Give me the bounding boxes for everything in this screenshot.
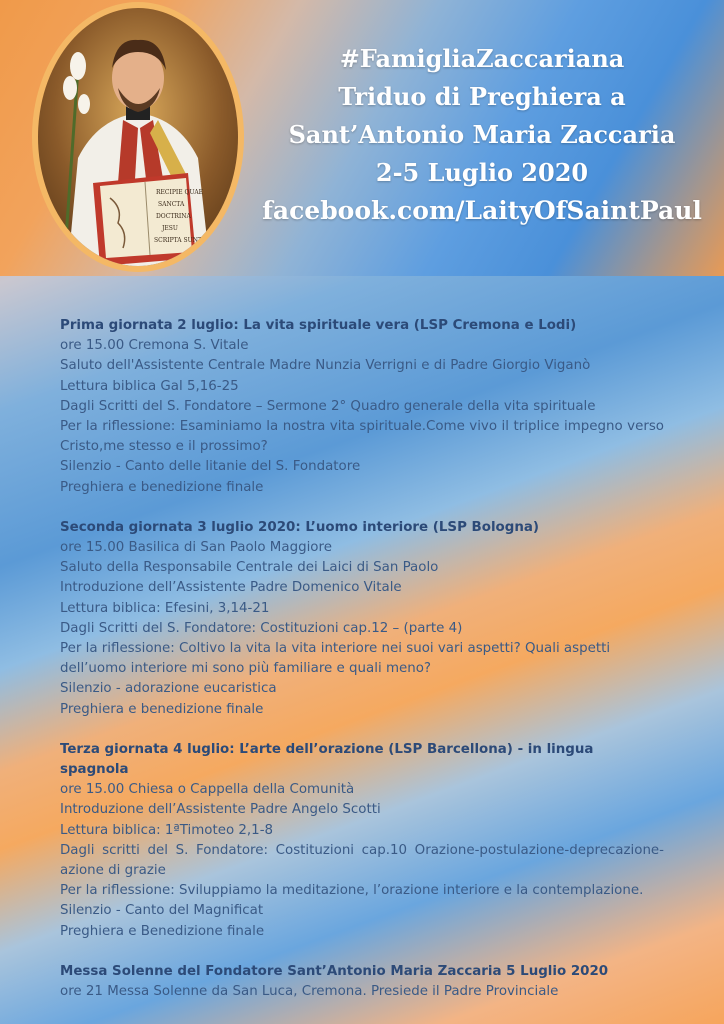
program-line: Preghiera e Benedizione finale bbox=[60, 923, 265, 939]
section-day-1 bbox=[60, 316, 664, 498]
program-line: ore 21 Messa Solenne da San Luca, Cremona. Presiede il Padre Provinciale bbox=[60, 984, 559, 1000]
program-line: Dagli Scritti del S. Fondatore – Sermone 2° Quadro generale della vita spirituale bbox=[60, 398, 596, 414]
hashtag-title: #FamigliaZaccariana bbox=[339, 44, 625, 73]
program-line: Preghiera e benedizione finale bbox=[60, 479, 264, 495]
date-title: 2-5 Luglio 2020 bbox=[375, 158, 589, 187]
section-title: Messa Solenne del Fondatore Sant’Antonio Maria Zaccaria 5 Luglio 2020 bbox=[60, 963, 609, 979]
section-title: Prima giornata 2 luglio: La vita spirituale vera (LSP Cremona e Lodi) bbox=[60, 318, 577, 333]
section-title: Seconda giornata 3 luglio 2020: L’uomo interiore (LSP Bologna) bbox=[60, 519, 540, 535]
program-line: Per la riflessione: Esaminiamo la nostra vita spirituale.Come vivo il triplice impegno verso Cristo,me stesso e il prossimo? bbox=[60, 419, 664, 455]
program-line: Per la riflessione: Sviluppiamo la meditazione, l’orazione interiore e la contemplazione. bbox=[60, 883, 644, 899]
section-day-3 bbox=[60, 740, 664, 942]
book-text-line-3: DOCTRINA bbox=[156, 213, 191, 220]
section-solemn-mass bbox=[60, 962, 664, 1002]
triduo-title: Triduo di Preghiera a bbox=[338, 82, 626, 111]
saint-name-title: Sant’Antonio Maria Zaccaria bbox=[288, 120, 676, 149]
program-line: Introduzione dell’Assistente Padre Domenico Vitale bbox=[60, 580, 402, 596]
program-line: Silenzio - adorazione eucaristica bbox=[60, 681, 277, 697]
title-block bbox=[240, 40, 724, 230]
book-text-line-1: RECIPIE QUAE bbox=[156, 189, 204, 196]
program-line: Silenzio - Canto delle litanie del S. Fondatore bbox=[60, 459, 361, 475]
program-line: Lettura biblica: Efesini, 3,14-21 bbox=[60, 600, 270, 616]
program-line: Lettura biblica: 1ªTimoteo 2,1-8 bbox=[60, 822, 274, 838]
program-content bbox=[60, 316, 664, 1022]
section-title: Terza giornata 4 luglio: L’arte dell’orazione (LSP Barcellona) - in lingua spagnola bbox=[60, 741, 594, 778]
program-line: Saluto dell'Assistente Centrale Madre Nunzia Verrigni e di Padre Giorgio Viganò bbox=[60, 358, 591, 374]
program-line: Per la riflessione: Coltivo la vita la vita interiore nei suoi vari aspetti? Quali aspetti dell’uomo interiore mi sono più familiare e quali meno? bbox=[60, 641, 611, 677]
saint-portrait-illustration bbox=[38, 8, 238, 266]
book-text-line-2: SANCTA bbox=[158, 201, 185, 208]
program-line: Dagli Scritti del S. Fondatore: Costituzioni cap.12 – (parte 4) bbox=[60, 620, 463, 636]
program-line: ore 15.00 Basilica di San Paolo Maggiore bbox=[60, 540, 332, 556]
program-line: ore 15.00 Cremona S. Vitale bbox=[60, 338, 249, 354]
facebook-link[interactable]: facebook.com/LaityOfSaintPaul bbox=[262, 196, 702, 225]
program-line: Lettura biblica Gal 5,16-25 bbox=[60, 378, 239, 394]
book-text-line-4: JESU bbox=[162, 225, 178, 232]
program-line: Dagli scritti del S. Fondatore: Costituzioni cap.10 Orazione-postulazione-deprecazione-azione di grazie bbox=[60, 842, 664, 879]
program-line: Saluto della Responsabile Centrale dei Laici di San Paolo bbox=[60, 560, 439, 576]
book-text-line-5: SCRIPTA SUNT bbox=[154, 237, 202, 244]
program-line: Silenzio - Canto del Magnificat bbox=[60, 903, 264, 919]
program-line: Introduzione dell’Assistente Padre Angelo Scotti bbox=[60, 802, 381, 818]
section-day-2 bbox=[60, 518, 664, 720]
saint-portrait bbox=[38, 8, 238, 266]
program-line: Preghiera e benedizione finale bbox=[60, 701, 264, 717]
program-line: ore 15.00 Chiesa o Cappella della Comunità bbox=[60, 782, 355, 798]
